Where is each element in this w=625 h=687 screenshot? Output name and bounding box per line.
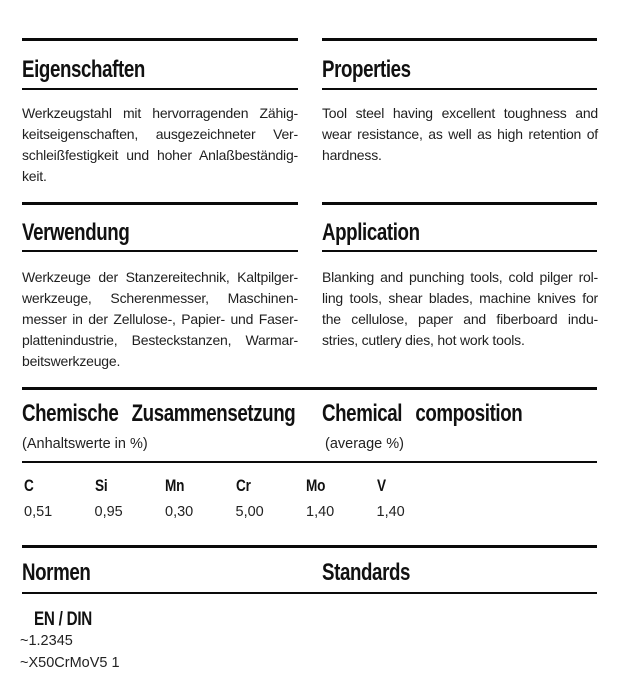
heading-eigenschaften: Eigenschaften: [22, 56, 145, 83]
text-line: Tool steel having excellent toughness and: [322, 105, 598, 121]
text-line: schleißfestigkeit und hoher Anlaßbeständig-: [22, 147, 298, 163]
element-header: Si: [94, 476, 107, 495]
element-header: Mn: [165, 476, 185, 495]
standard-designation: ~X50CrMoV5 1: [20, 655, 120, 671]
composition-note-de: (Anhaltswerte in %): [22, 436, 148, 452]
section-rule: [22, 545, 597, 548]
heading-verwendung: Verwendung: [22, 219, 130, 246]
element-header: Cr: [235, 476, 251, 495]
section-rule: [322, 38, 597, 41]
text-line: ling tools, shear blades, machine knives for: [322, 290, 598, 306]
heading-underline: [22, 88, 298, 90]
heading-normen: Normen: [22, 559, 91, 586]
text-line: keitseigenschaften, ausgezeichneter Ver-: [22, 126, 298, 142]
heading-underline: [322, 250, 597, 252]
element-value: 0,51: [24, 504, 53, 520]
heading-chemical-composition: Chemical composition: [322, 400, 523, 427]
heading-underline: [322, 88, 597, 90]
element-header: V: [376, 476, 386, 495]
text-line: werkzeuge, Scherenmesser, Maschinen-: [22, 290, 298, 306]
heading-standards: Standards: [322, 559, 411, 586]
element-header: Mo: [306, 476, 326, 495]
paragraph-verwendung: [22, 267, 298, 372]
text-line: Werkzeuge der Stanzereitechnik, Kaltpilger-: [22, 269, 298, 285]
text-line: beitswerkzeuge.: [22, 353, 121, 369]
paragraph-application: [322, 267, 598, 351]
section-rule: [22, 387, 597, 390]
table-top-rule: [22, 461, 597, 463]
composition-table: [24, 476, 484, 521]
text-line: Blanking and punching tools, cold pilger rol-: [322, 269, 598, 285]
text-line: stries, cutlery dies, hot work tools.: [322, 332, 525, 348]
heading-underline: [22, 592, 597, 594]
composition-note-en: (average %): [325, 436, 404, 452]
heading-chemische-zusammensetzung: Chemische Zusammensetzung: [22, 400, 296, 427]
element-value: 0,30: [165, 504, 194, 520]
element-value: 0,95: [94, 504, 123, 520]
paragraph-eigenschaften: [22, 103, 298, 187]
element-value: 1,40: [376, 504, 405, 520]
text-line: plattenindustrie, Besteckstanzen, Warmar-: [22, 332, 298, 348]
section-rule: [22, 202, 298, 205]
standard-designation: ~1.2345: [20, 633, 73, 649]
heading-properties: Properties: [322, 56, 411, 83]
heading-application: Application: [322, 219, 420, 246]
text-line: messer in der Zellulose-, Papier- und Faser-: [22, 311, 298, 327]
text-line: hardness.: [322, 147, 382, 163]
composition-header-row: [24, 476, 484, 496]
heading-underline: [22, 250, 298, 252]
paragraph-properties: [322, 103, 598, 166]
element-value: 5,00: [235, 504, 264, 520]
text-line: wear resistance, as well as high retention of: [322, 126, 598, 142]
text-line: Werkzeugstahl mit hervorragenden Zähig-: [22, 105, 298, 121]
section-rule: [22, 38, 298, 41]
section-rule: [322, 202, 597, 205]
element-header: C: [24, 476, 34, 495]
element-value: 1,40: [306, 504, 335, 520]
text-line: the cellulose, paper and fiberboard indu-: [322, 311, 598, 327]
text-line: keit.: [22, 168, 47, 184]
standards-group-label: EN / DIN: [34, 609, 93, 630]
composition-value-row: [24, 503, 484, 521]
